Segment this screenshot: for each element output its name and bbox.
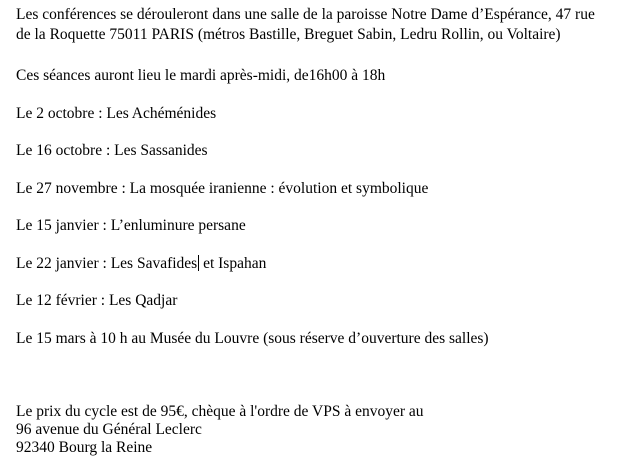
session-qadjar: Le 12 février : Les Qadjar bbox=[16, 292, 178, 309]
intro-line-2: de la Roquette 75011 PARIS (métros Bastille, Breguet Sabin, Ledru Rollin, ou Voltaire) bbox=[16, 26, 561, 43]
session-mosquee: Le 27 novembre : La mosquée iranienne : évolution et symbolique bbox=[16, 180, 429, 197]
session-savafides-part2: et Ispahan bbox=[199, 255, 267, 272]
schedule-text: Ces séances auront lieu le mardi après-midi, de16h00 à 18h bbox=[16, 67, 386, 84]
session-savafides bbox=[16, 254, 266, 273]
payment-line-2: 96 avenue du Général Leclerc bbox=[16, 421, 202, 438]
session-sassanides: Le 16 octobre : Les Sassanides bbox=[16, 142, 208, 159]
session-savafides-part1: Le 22 janvier : Les Savafides bbox=[16, 255, 198, 272]
session-louvre: Le 15 mars à 10 h au Musée du Louvre (sous réserve d’ouverture des salles) bbox=[16, 330, 489, 347]
session-achemenides: Le 2 octobre : Les Achéménides bbox=[16, 105, 217, 122]
payment-line-3: 92340 Bourg la Reine bbox=[16, 439, 153, 456]
payment-line-1: Le prix du cycle est de 95€, chèque à l'ordre de VPS à envoyer au bbox=[16, 403, 424, 420]
session-enluminure: Le 15 janvier : L’enluminure persane bbox=[16, 217, 246, 234]
intro-line-1: Les conférences se dérouleront dans une salle de la paroisse Notre Dame d’Espérance, 47 rue bbox=[16, 6, 595, 23]
